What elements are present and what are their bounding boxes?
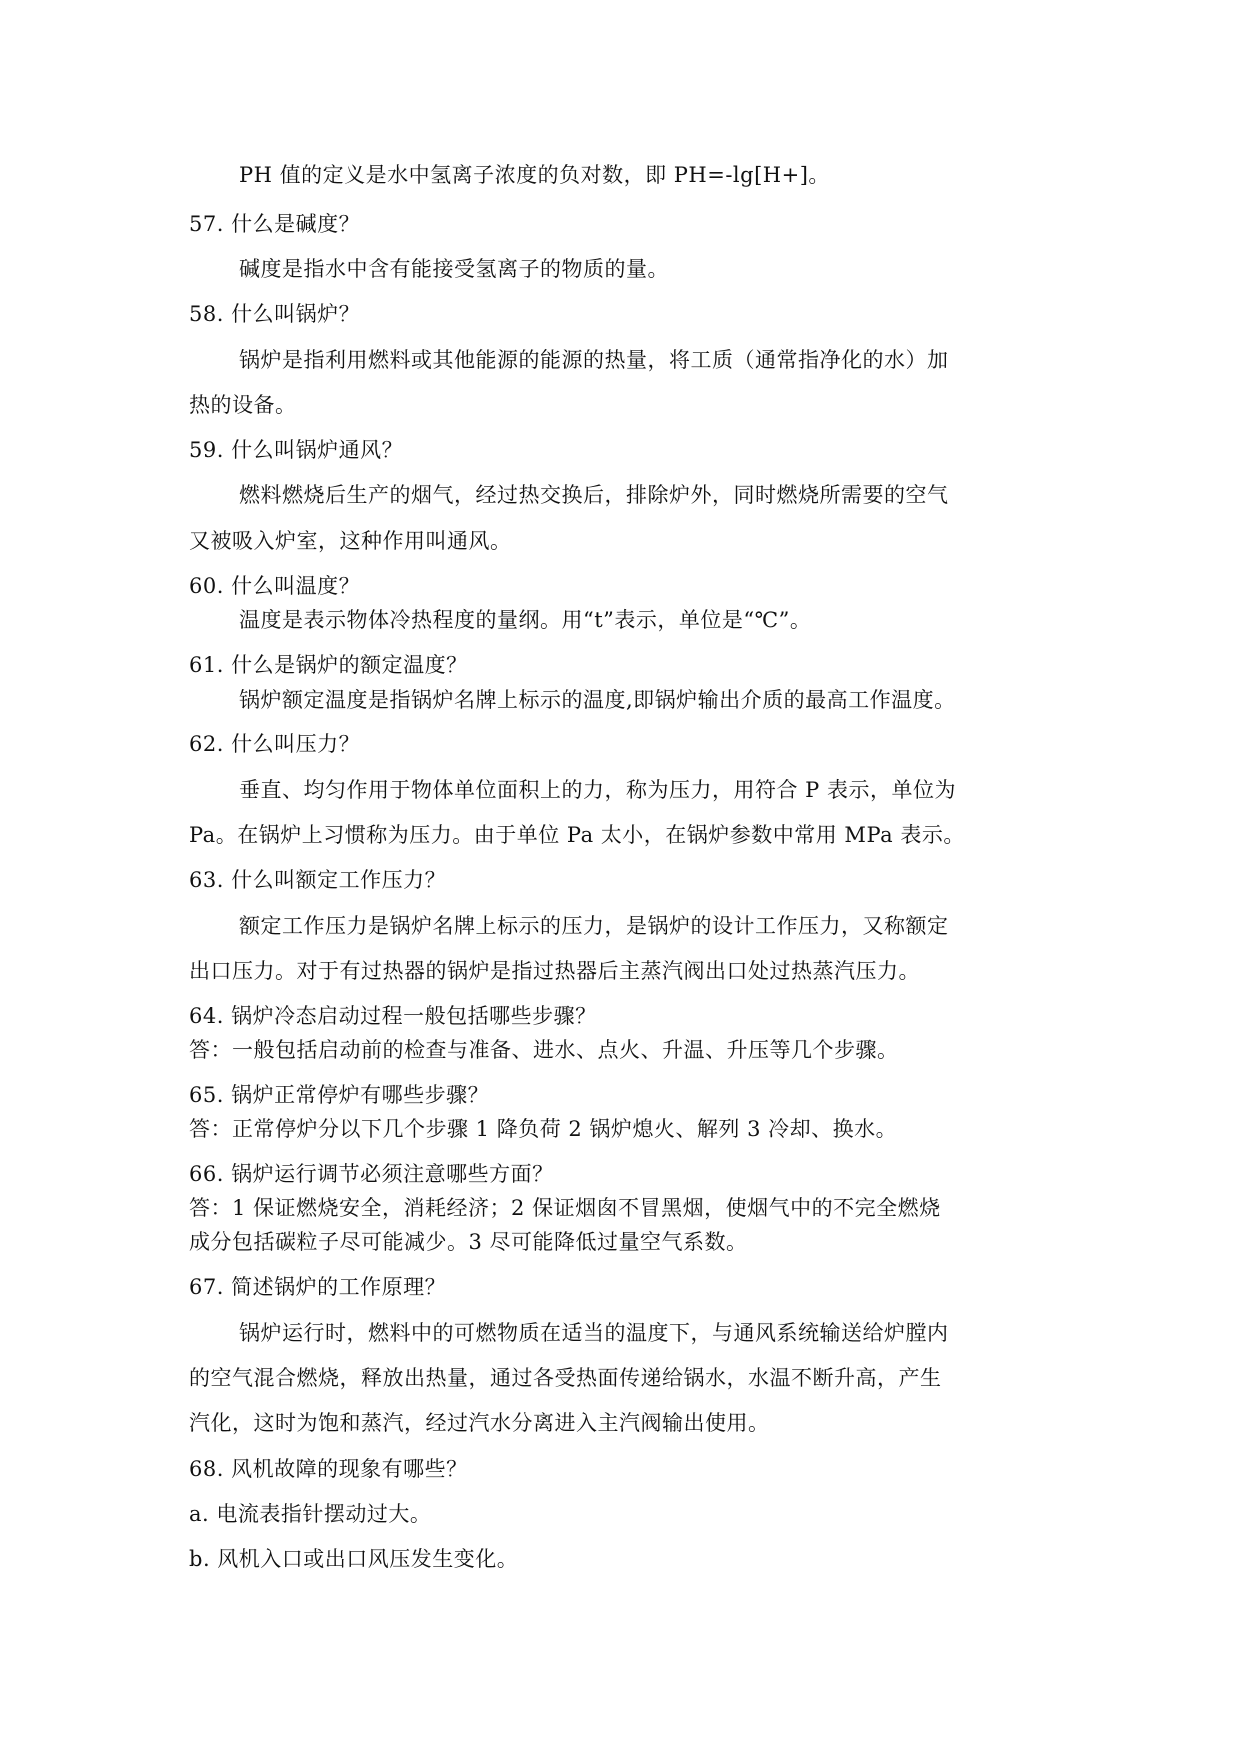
answer-line: 出口压力。对于有过热器的锅炉是指过热器后主蒸汽阀出口处过热蒸汽压力。 (189, 959, 920, 983)
question-57: 57. 什么是碱度？ (189, 212, 361, 236)
question-67: 67. 简述锅炉的工作原理？ (189, 1275, 447, 1299)
question-68: 68. 风机故障的现象有哪些？ (189, 1457, 468, 1481)
answer-line: 答：1 保证燃烧安全，消耗经济；2 保证烟囱不冒黑烟，使烟气中的不完全燃烧 (189, 1196, 941, 1220)
text-line: PH 值的定义是水中氢离子浓度的负对数，即 PH=-lg[H+]。 (239, 163, 830, 187)
question-61: 61. 什么是锅炉的额定温度？ (189, 653, 468, 677)
answer-line: 锅炉额定温度是指锅炉名牌上标示的温度,即锅炉输出介质的最高工作温度。 (239, 688, 956, 712)
answer-line: 又被吸入炉室，这种作用叫通风。 (189, 529, 512, 553)
question-63: 63. 什么叫额定工作压力？ (189, 868, 447, 892)
question-65: 65. 锅炉正常停炉有哪些步骤？ (189, 1083, 490, 1107)
answer-line: 的空气混合燃烧，释放出热量，通过各受热面传递给锅水，水温不断升高，产生 (189, 1366, 942, 1390)
question-58: 58. 什么叫锅炉？ (189, 302, 361, 326)
question-64: 64. 锅炉冷态启动过程一般包括哪些步骤？ (189, 1004, 597, 1028)
answer-line: 汽化，这时为饱和蒸汽，经过汽水分离进入主汽阀输出使用。 (189, 1411, 770, 1435)
answer-line: 锅炉是指利用燃料或其他能源的能源的热量，将工质（通常指净化的水）加 (239, 348, 949, 372)
question-62: 62. 什么叫压力？ (189, 732, 361, 756)
question-60: 60. 什么叫温度？ (189, 574, 361, 598)
answer-line: 垂直、均匀作用于物体单位面积上的力，称为压力，用符合 P 表示，单位为 (239, 778, 956, 802)
answer-line: 额定工作压力是锅炉名牌上标示的压力，是锅炉的设计工作压力，又称额定 (239, 914, 949, 938)
answer-line: 热的设备。 (189, 393, 297, 417)
answer-line: 锅炉运行时，燃料中的可燃物质在适当的温度下，与通风系统输送给炉膛内 (239, 1321, 949, 1345)
question-66: 66. 锅炉运行调节必须注意哪些方面？ (189, 1162, 554, 1186)
answer-line: 答：正常停炉分以下几个步骤 1 降负荷 2 锅炉熄火、解列 3 冷却、换水。 (189, 1117, 898, 1141)
list-item-b: b. 风机入口或出口风压发生变化。 (189, 1547, 519, 1571)
question-59: 59. 什么叫锅炉通风？ (189, 438, 404, 462)
answer-line: 成分包括碳粒子尽可能减少。3 尽可能降低过量空气系数。 (189, 1230, 748, 1254)
answer-line: 温度是表示物体冷热程度的量纲。用“t”表示，单位是“℃”。 (239, 608, 812, 632)
list-item-a: a. 电流表指针摆动过大。 (189, 1502, 432, 1526)
answer-line: 答：一般包括启动前的检查与准备、进水、点火、升温、升压等几个步骤。 (189, 1038, 899, 1062)
answer-line: 燃料燃烧后生产的烟气，经过热交换后，排除炉外，同时燃烧所需要的空气 (239, 483, 949, 507)
answer-line: 碱度是指水中含有能接受氢离子的物质的量。 (239, 257, 669, 281)
answer-line: Pa。在锅炉上习惯称为压力。由于单位 Pa 太小，在锅炉参数中常用 MPa 表示。 (189, 823, 965, 847)
